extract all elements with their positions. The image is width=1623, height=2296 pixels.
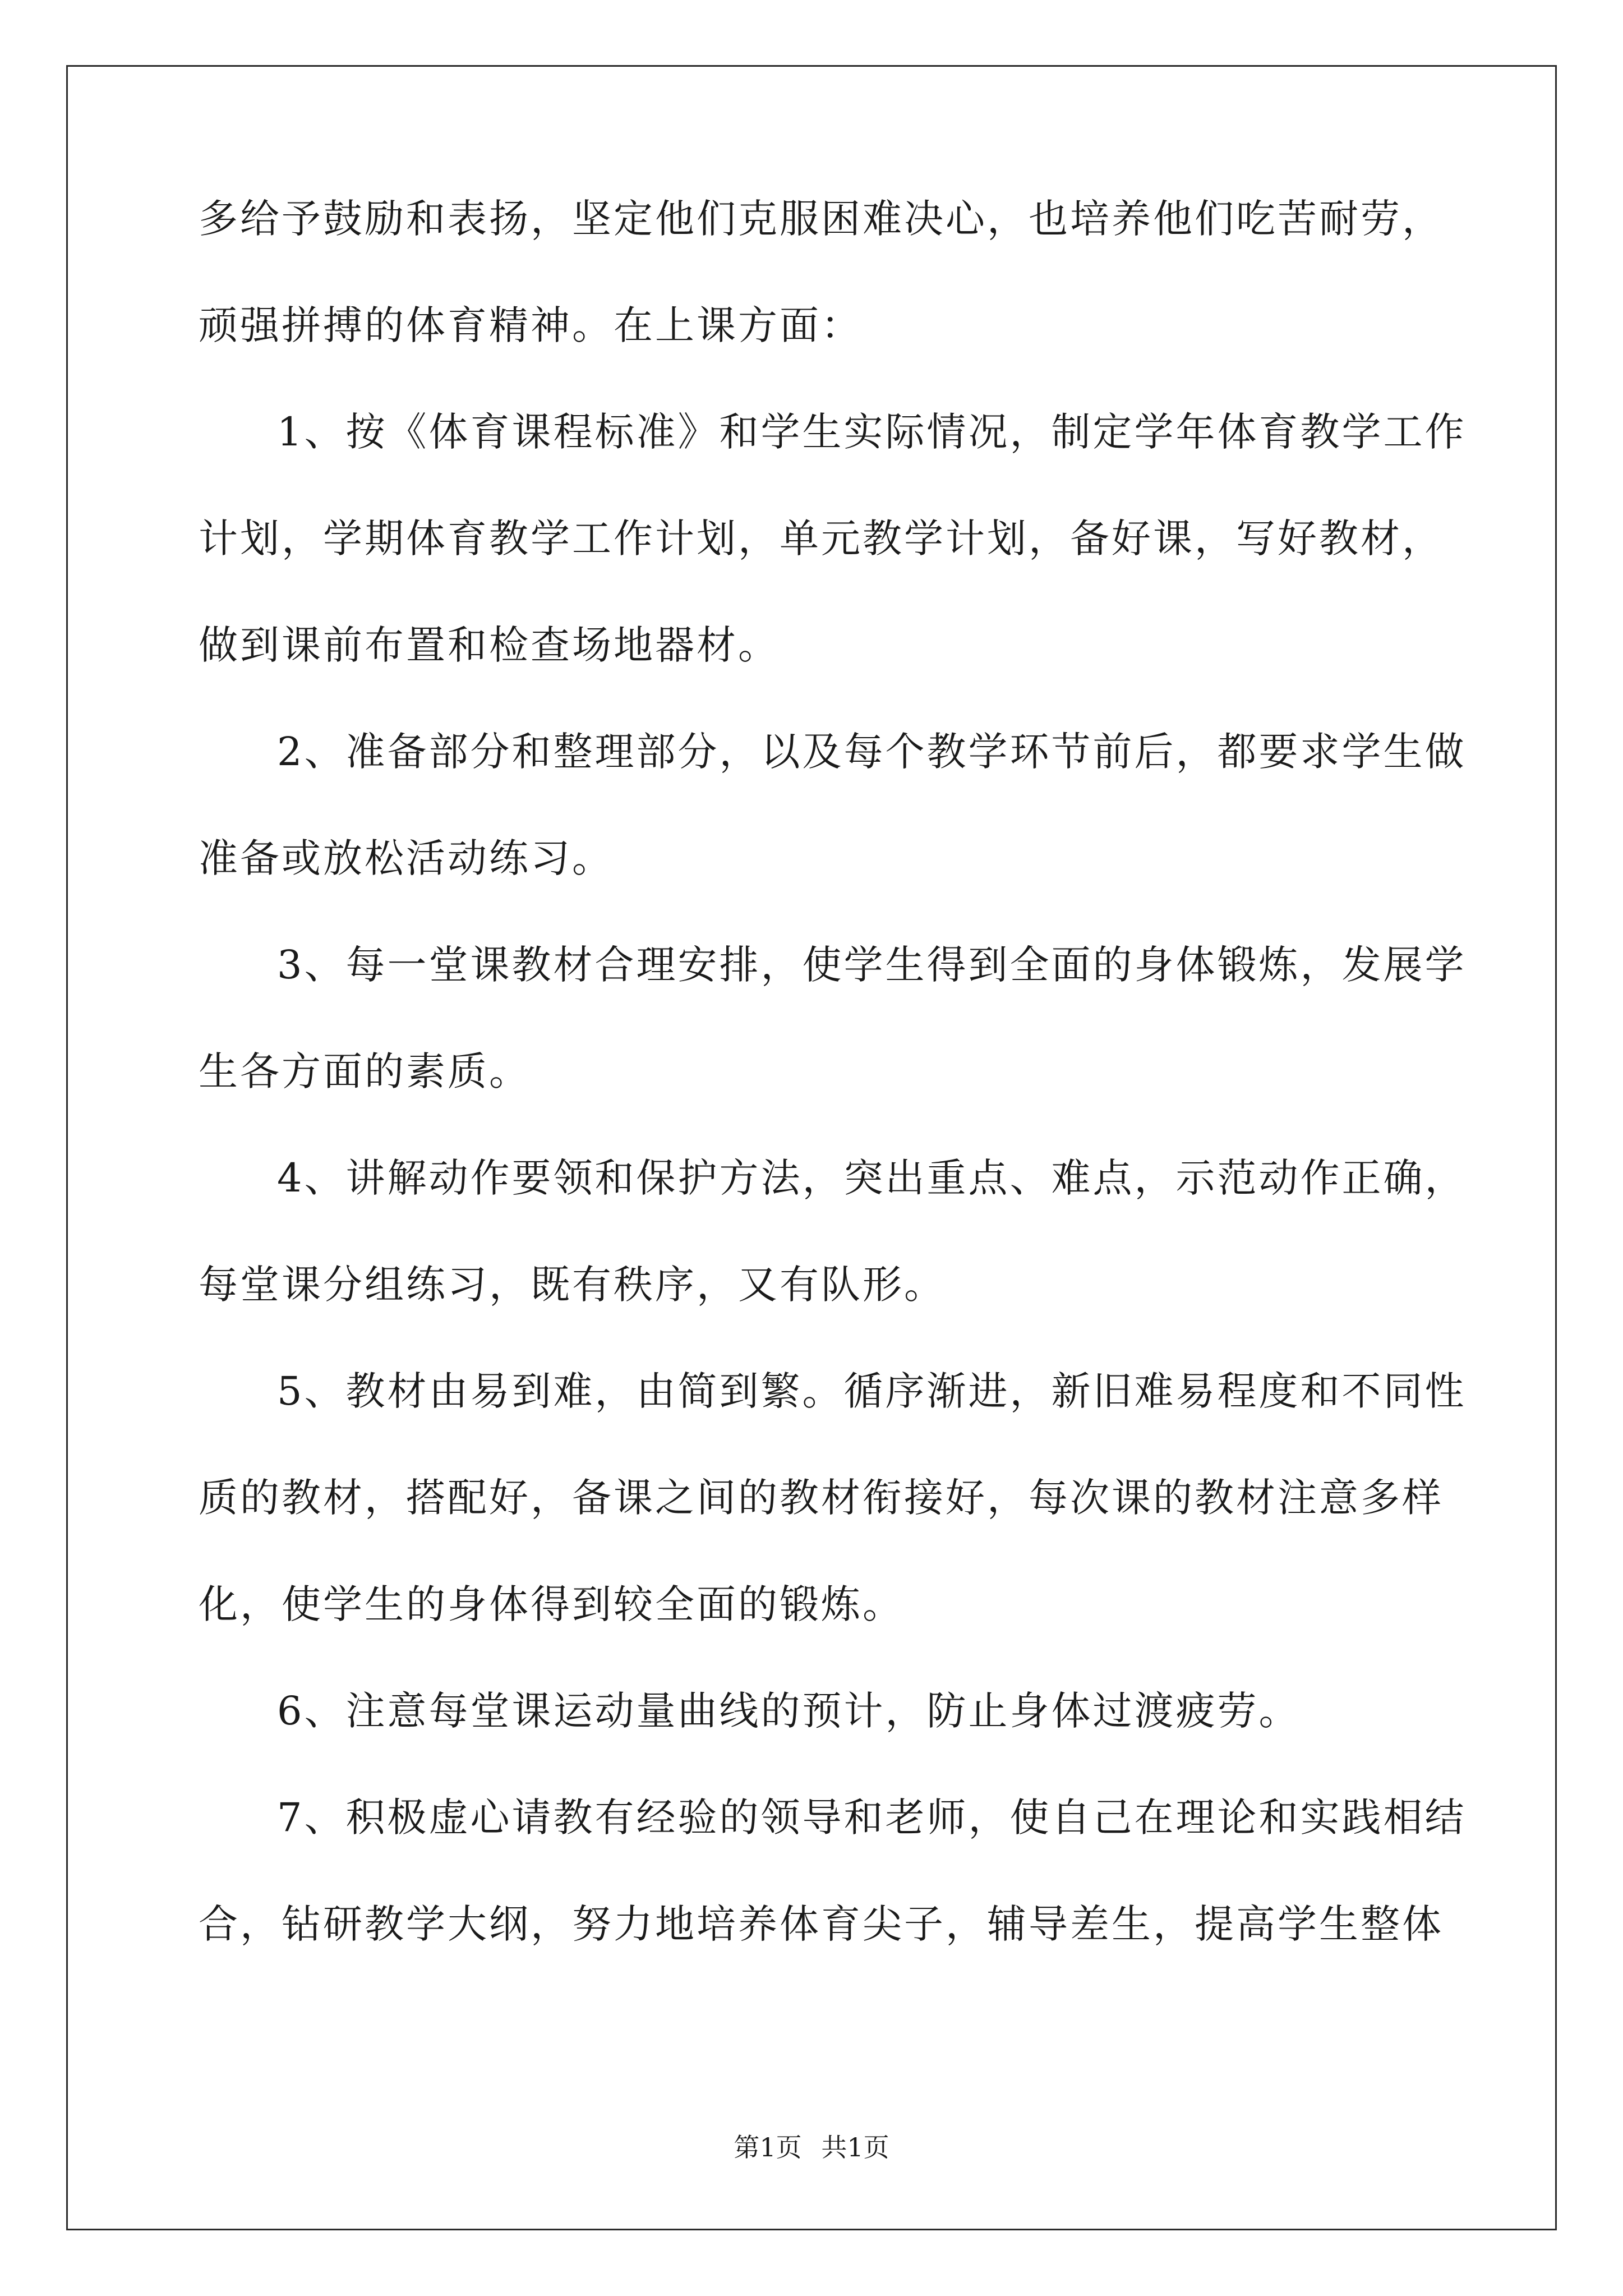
text-line: 准备或放松活动练习。 — [199, 835, 614, 881]
page-total: 共1页 — [821, 2132, 889, 2162]
paragraph-first-line: 7、积极虚心请教有经验的领导和老师，使自己在理论和实践相结 — [277, 1795, 1467, 1841]
page-footer — [0, 2131, 1623, 2164]
text-line: 生各方面的素质。 — [199, 1048, 531, 1094]
text-line: 计划，学期体育教学工作计划，单元教学计划，备好课，写好教材， — [199, 516, 1444, 562]
text-line: 多给予鼓励和表扬，坚定他们克服困难决心，也培养他们吃苦耐劳， — [199, 196, 1444, 242]
paragraph-first-line: 5、教材由易到难，由简到繁。循序渐进，新旧难易程度和不同性 — [277, 1368, 1467, 1414]
text-line: 化，使学生的身体得到较全面的锻炼。 — [199, 1581, 904, 1627]
paragraph-first-line: 6、注意每堂课运动量曲线的预计，防止身体过渡疲劳。 — [277, 1688, 1301, 1734]
text-line: 每堂课分组练习，既有秩序，又有队形。 — [199, 1262, 946, 1308]
text-line: 做到课前布置和检查场地器材。 — [199, 622, 780, 668]
text-line: 质的教材，搭配好，备课之间的教材衔接好，每次课的教材注意多样 — [199, 1475, 1444, 1521]
paragraph-first-line: 3、每一堂课教材合理安排，使学生得到全面的身体锻炼，发展学 — [277, 942, 1467, 988]
paragraph-first-line: 1、按《体育课程标准》和学生实际情况，制定学年体育教学工作 — [277, 409, 1467, 455]
text-line: 顽强拼搏的体育精神。在上课方面： — [199, 302, 863, 348]
paragraph-first-line: 4、讲解动作要领和保护方法，突出重点、难点，示范动作正确， — [277, 1155, 1467, 1201]
paragraph-first-line: 2、准备部分和整理部分，以及每个教学环节前后，都要求学生做 — [277, 729, 1467, 775]
page-number: 第1页 — [734, 2132, 802, 2162]
text-line: 合，钻研教学大纲，努力地培养体育尖子，辅导差生，提高学生整体 — [199, 1901, 1444, 1947]
